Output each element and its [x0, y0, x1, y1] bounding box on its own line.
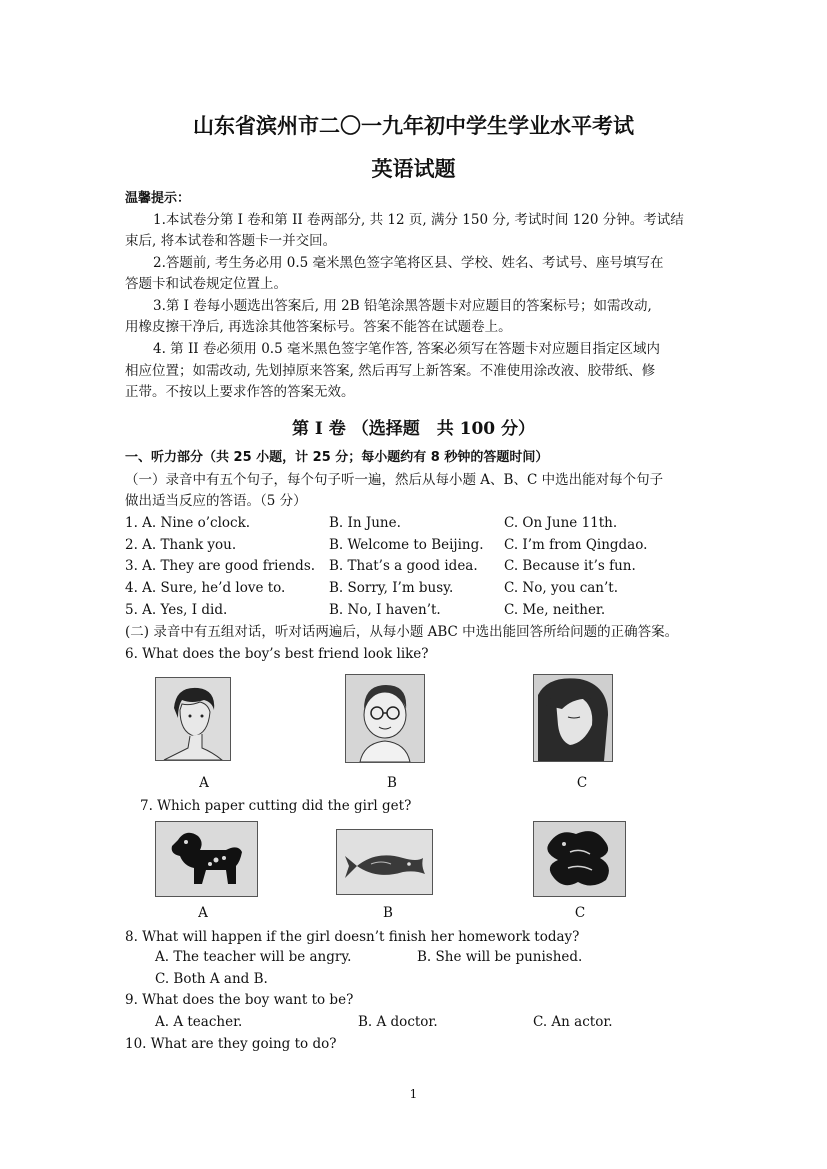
- fish-paper-cutting-image: [336, 829, 433, 895]
- option-b: B. That’s a good idea.: [329, 558, 478, 574]
- man-portrait-image: [155, 677, 231, 761]
- dog-paper-cutting-image: [155, 821, 258, 897]
- part-instruction: (二) 录音中有五组对话，听对话两遍后，从每小题 ABC 中选出能回答所给问题的正确答案。: [125, 624, 679, 640]
- option-c: C. An actor.: [533, 1014, 613, 1030]
- page-number: 1: [409, 1087, 418, 1101]
- question-text: 8. What will happen if the girl doesn’t finish her homework today?: [125, 929, 580, 945]
- option-a: 2. A. Thank you.: [125, 537, 237, 553]
- image-caption: B: [383, 905, 393, 921]
- option-b: B. Sorry, I’m busy.: [329, 580, 454, 596]
- woman-portrait-image: [533, 674, 613, 762]
- option-c: C. No, you can’t.: [504, 580, 619, 596]
- option-a: 3. A. They are good friends.: [125, 558, 316, 574]
- tips-line: 1.本试卷分第 I 卷和第 II 卷两部分, 共 12 页, 满分 150 分, 考试时间 120 分钟。考试结: [153, 212, 684, 228]
- exam-subtitle: 英语试题: [371, 157, 456, 181]
- tips-line: 4. 第 II 卷必须用 0.5 毫米黑色签字笔作答, 答案必须写在答题卡对应题目指定区域内: [153, 341, 661, 357]
- option-c: C. Because it’s fun.: [504, 558, 636, 574]
- option-b: B. In June.: [329, 515, 401, 531]
- tips-line: 2.答题前, 考生务必用 0.5 毫米黑色签字笔将区县、学校、姓名、考试号、座号填写在: [153, 255, 664, 271]
- image-caption: B: [387, 775, 397, 791]
- option-b: B. A doctor.: [358, 1014, 438, 1030]
- option-b: B. No, I haven’t.: [329, 602, 441, 618]
- tips-line: 答题卡和试卷规定位置上。: [125, 276, 287, 292]
- option-c: C. I’m from Qingdao.: [504, 537, 648, 553]
- option-b: B. She will be punished.: [417, 949, 583, 965]
- option-a: A. A teacher.: [155, 1014, 243, 1030]
- tips-heading: 温馨提示：: [125, 191, 191, 206]
- dragon-paper-cutting-image: [533, 821, 626, 897]
- image-caption: A: [198, 905, 208, 921]
- option-a: A. The teacher will be angry.: [155, 949, 352, 965]
- option-a: 1. A. Nine o’clock.: [125, 515, 251, 531]
- image-caption: C: [576, 775, 588, 791]
- tips-line: 相应位置；如需改动, 先划掉原来答案, 然后再写上新答案。不准使用涂改液、胶带纸、修: [125, 363, 656, 379]
- question-text: 10. What are they going to do?: [125, 1036, 337, 1052]
- tips-line: 束后, 将本试卷和答题卡一并交回。: [125, 233, 337, 249]
- image-caption: A: [199, 775, 209, 791]
- option-c: C. Me, neither.: [504, 602, 606, 618]
- part-instruction: 做出适当反应的答语。（5 分）: [125, 493, 307, 509]
- question-text: 6. What does the boy’s best friend look like?: [125, 646, 429, 662]
- exam-title: 山东省滨州市二〇一九年初中学生学业水平考试: [193, 114, 634, 138]
- part-heading: 一、听力部分（共 25 小题，计 25 分；每小题约有 8 秒钟的答题时间）: [125, 450, 549, 465]
- option-c: C. On June 11th.: [504, 515, 618, 531]
- part-instruction: （一）录音中有五个句子，每个句子听一遍，然后从每小题 A、B、C 中选出能对每个句子: [125, 472, 664, 488]
- option-b: B. Welcome to Beijing.: [329, 537, 484, 553]
- option-a: 5. A. Yes, I did.: [125, 602, 228, 618]
- section-title: 第 I 卷 （选择题 共 100 分）: [291, 419, 536, 439]
- boy-with-glasses-image: [345, 674, 425, 763]
- option-c: C. Both A and B.: [155, 971, 268, 987]
- image-caption: C: [574, 905, 586, 921]
- option-a: 4. A. Sure, he’d love to.: [125, 580, 286, 596]
- tips-line: 3.第 I 卷每小题选出答案后, 用 2B 铅笔涂黑答题卡对应题目的答案标号；如需改动,: [153, 298, 652, 314]
- tips-line: 用橡皮擦干净后, 再选涂其他答案标号。答案不能答在试题卷上。: [125, 319, 512, 335]
- question-text: 9. What does the boy want to be?: [125, 992, 354, 1008]
- question-text: 7. Which paper cutting did the girl get?: [140, 798, 412, 814]
- tips-line: 正带。不按以上要求作答的答案无效。: [125, 384, 355, 400]
